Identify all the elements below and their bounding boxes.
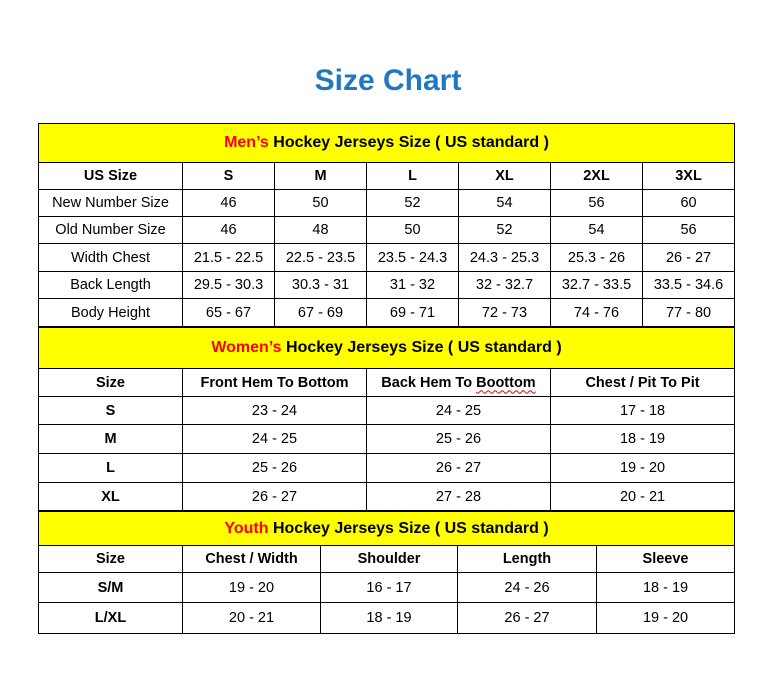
heading-text: Hockey Jerseys Size ( US standard )	[268, 519, 549, 537]
table-cell: 32.7 - 33.5	[551, 272, 643, 299]
heading-text: Hockey Jerseys Size ( US standard )	[268, 134, 549, 151]
table-cell: 16 - 17	[321, 573, 458, 603]
heading-highlight: Men’s	[224, 134, 269, 151]
column-header: M	[275, 163, 367, 190]
table-cell: 20 - 21	[551, 483, 735, 511]
heading-text: Hockey Jerseys Size ( US standard )	[281, 339, 562, 356]
table-cell: 25.3 - 26	[551, 244, 643, 272]
men-size-table	[38, 123, 735, 327]
table-cell: 30.3 - 31	[275, 272, 367, 299]
column-header: Length	[458, 546, 597, 573]
table-cell: 24.3 - 25.3	[459, 244, 551, 272]
table-cell: 25 - 26	[367, 425, 551, 454]
row-label: New Number Size	[39, 190, 183, 217]
column-header: Size	[39, 369, 183, 397]
table-cell: 54	[459, 190, 551, 217]
column-header: Sleeve	[597, 546, 735, 573]
table-cell: 50	[275, 190, 367, 217]
table-cell: 52	[367, 190, 459, 217]
table-cell: 46	[183, 217, 275, 244]
table-cell: 26 - 27	[643, 244, 735, 272]
table-cell: 33.5 - 34.6	[643, 272, 735, 299]
row-label: XL	[39, 483, 183, 511]
women-size-table	[38, 327, 735, 511]
table-cell: 26 - 27	[367, 454, 551, 483]
table-cell: 21.5 - 22.5	[183, 244, 275, 272]
table-cell: 24 - 25	[183, 425, 367, 454]
table-cell: 69 - 71	[367, 299, 459, 327]
table-cell: 32 - 32.7	[459, 272, 551, 299]
youth-column-header-row	[39, 546, 735, 573]
column-header: US Size	[39, 163, 183, 190]
table-cell: 48	[275, 217, 367, 244]
table-cell: 24 - 25	[367, 397, 551, 425]
table-row	[39, 603, 735, 634]
table-row	[39, 483, 735, 511]
table-cell: 26 - 27	[183, 483, 367, 511]
table-cell: 24 - 26	[458, 573, 597, 603]
row-label: Old Number Size	[39, 217, 183, 244]
table-cell: 72 - 73	[459, 299, 551, 327]
table-cell: 18 - 19	[551, 425, 735, 454]
table-cell: 46	[183, 190, 275, 217]
table-cell: 56	[643, 217, 735, 244]
column-header: XL	[459, 163, 551, 190]
table-cell: 19 - 20	[551, 454, 735, 483]
women-section-heading	[39, 328, 735, 369]
row-label: L	[39, 454, 183, 483]
women-column-header-row	[39, 369, 735, 397]
column-header: S	[183, 163, 275, 190]
table-row	[39, 397, 735, 425]
heading-highlight: Women’s	[211, 339, 282, 356]
table-cell: 60	[643, 190, 735, 217]
column-header: 2XL	[551, 163, 643, 190]
size-chart-tables	[38, 123, 734, 634]
column-header: L	[367, 163, 459, 190]
column-header: Size	[39, 546, 183, 573]
table-cell: 19 - 20	[183, 573, 321, 603]
table-row	[39, 244, 735, 272]
table-cell: 18 - 19	[597, 573, 735, 603]
column-header: Chest / Width	[183, 546, 321, 573]
column-header: 3XL	[643, 163, 735, 190]
table-cell: 23.5 - 24.3	[367, 244, 459, 272]
table-row	[39, 454, 735, 483]
table-cell: 26 - 27	[458, 603, 597, 634]
table-cell: 65 - 67	[183, 299, 275, 327]
table-cell: 31 - 32	[367, 272, 459, 299]
table-row	[39, 425, 735, 454]
table-cell: 27 - 28	[367, 483, 551, 511]
row-label: S/M	[39, 573, 183, 603]
table-cell: 25 - 26	[183, 454, 367, 483]
table-cell: 52	[459, 217, 551, 244]
table-cell: 23 - 24	[183, 397, 367, 425]
column-header: Back Hem To Boottom	[367, 369, 551, 397]
table-cell: 20 - 21	[183, 603, 321, 634]
table-row	[39, 573, 735, 603]
table-cell: 29.5 - 30.3	[183, 272, 275, 299]
table-cell: 74 - 76	[551, 299, 643, 327]
table-row	[39, 190, 735, 217]
table-cell: 54	[551, 217, 643, 244]
table-cell: 77 - 80	[643, 299, 735, 327]
row-label: Width Chest	[39, 244, 183, 272]
men-column-header-row	[39, 163, 735, 190]
page-title: Size Chart	[314, 64, 462, 97]
row-label: M	[39, 425, 183, 454]
row-label: Body Height	[39, 299, 183, 327]
youth-size-table	[38, 511, 735, 634]
table-row	[39, 217, 735, 244]
table-cell: 22.5 - 23.5	[275, 244, 367, 272]
column-header: Front Hem To Bottom	[183, 369, 367, 397]
table-row	[39, 272, 735, 299]
table-cell: 17 - 18	[551, 397, 735, 425]
table-cell: 19 - 20	[597, 603, 735, 634]
row-label: Back Length	[39, 272, 183, 299]
column-header: Chest / Pit To Pit	[551, 369, 735, 397]
table-row	[39, 299, 735, 327]
youth-section-heading	[39, 512, 735, 546]
table-cell: 67 - 69	[275, 299, 367, 327]
table-cell: 56	[551, 190, 643, 217]
table-cell: 50	[367, 217, 459, 244]
row-label: S	[39, 397, 183, 425]
table-cell: 18 - 19	[321, 603, 458, 634]
men-section-heading	[39, 124, 735, 163]
column-header: Shoulder	[321, 546, 458, 573]
heading-highlight: Youth	[224, 519, 269, 537]
row-label: L/XL	[39, 603, 183, 634]
